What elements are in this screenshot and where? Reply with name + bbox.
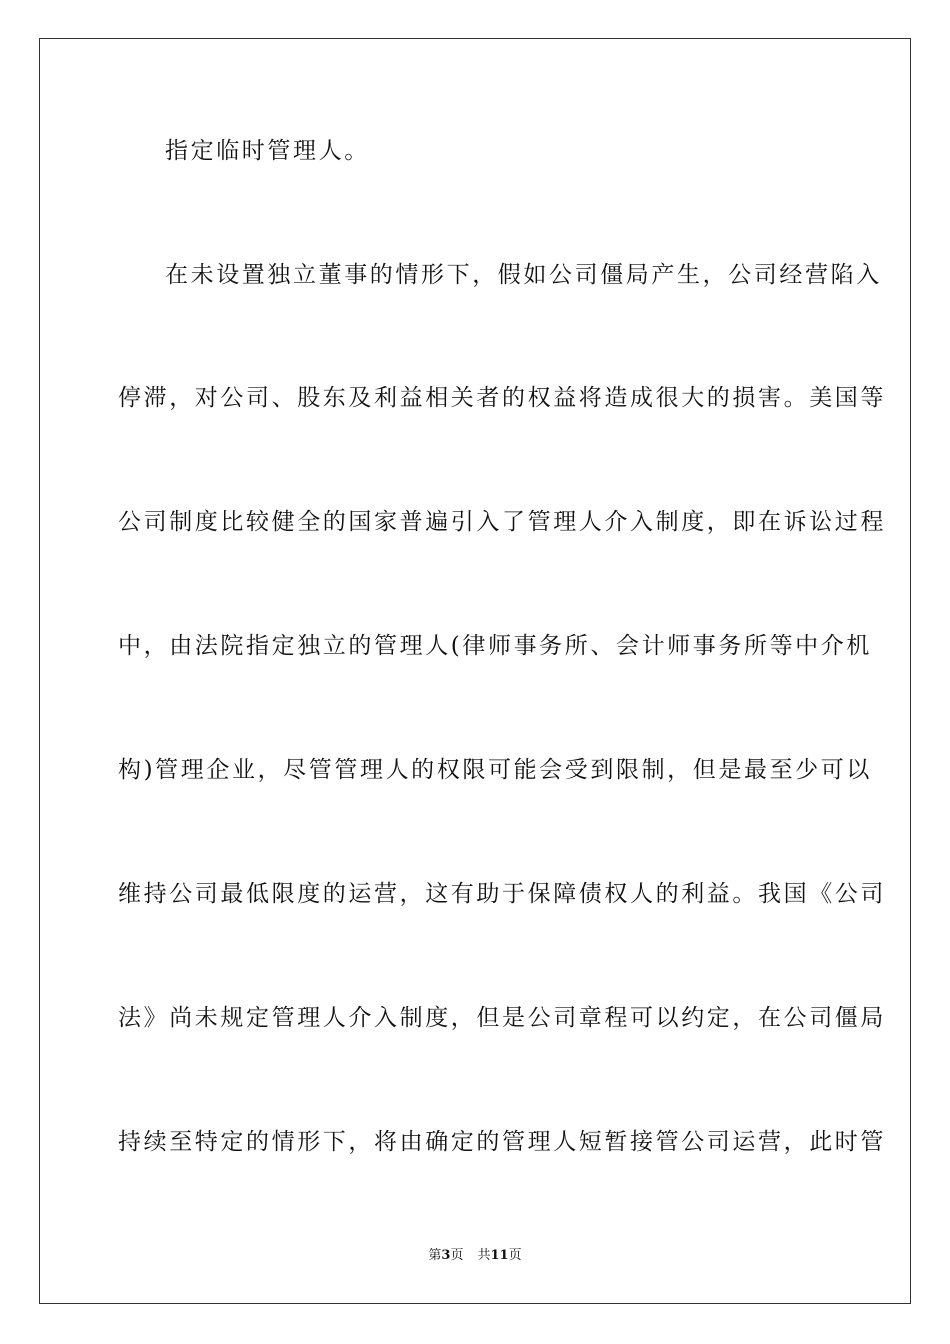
text-line-3: 停滞，对公司、股东及利益相关者的权益将造成很大的损害。美国等	[118, 385, 886, 411]
page-footer	[0, 1247, 950, 1265]
footer-page-prefix: 第	[428, 1248, 442, 1263]
footer-total-pages: 11	[490, 1248, 509, 1263]
footer-total-prefix: 共	[477, 1248, 491, 1263]
footer-total-suffix: 页	[508, 1248, 522, 1263]
text-line-9: 持续至特定的情形下，将由确定的管理人短暂接管公司运营，此时管	[118, 1129, 886, 1155]
footer-page-number: 3	[441, 1248, 451, 1263]
page-border	[39, 38, 911, 1304]
text-line-6: 构)管理企业，尽管管理人的权限可能会受到限制，但是最至少可以	[118, 757, 872, 783]
text-line-8: 法》尚未规定管理人介入制度，但是公司章程可以约定，在公司僵局	[118, 1005, 886, 1031]
text-line-4: 公司制度比较健全的国家普遍引入了管理人介入制度，即在诉讼过程	[118, 509, 886, 535]
footer-page-suffix: 页	[450, 1248, 464, 1263]
text-line-2: 在未设置独立董事的情形下，假如公司僵局产生，公司经营陷入	[165, 262, 882, 288]
text-line-1: 指定临时管理人。	[165, 138, 370, 164]
text-line-7: 维持公司最低限度的运营，这有助于保障债权人的利益。我国《公司	[118, 881, 886, 907]
text-line-5: 中，由法院指定独立的管理人(律师事务所、会计师事务所等中介机	[118, 633, 872, 659]
